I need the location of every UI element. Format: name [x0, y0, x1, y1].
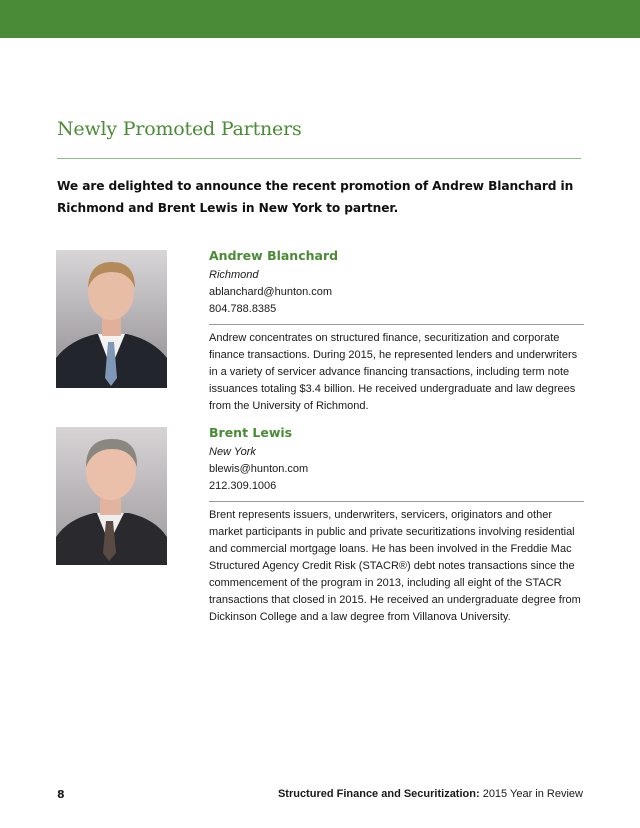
portrait-image — [56, 427, 167, 565]
partner-phone: 212.309.1006 — [209, 480, 277, 492]
title-divider — [57, 158, 581, 159]
partner-email-link[interactable]: ablanchard@hunton.com — [209, 286, 333, 298]
header-band — [0, 0, 640, 38]
page-number: 8 — [57, 788, 65, 801]
partner-name: Andrew Blanchard — [209, 248, 339, 263]
partner-profile-brent-lewis — [209, 424, 584, 626]
publication-title — [278, 788, 583, 800]
section-title: Newly Promoted Partners — [57, 118, 302, 140]
partner-photo-andrew-blanchard — [56, 250, 167, 388]
partner-profile-andrew-blanchard — [209, 247, 584, 415]
partner-name: Brent Lewis — [209, 425, 293, 440]
partner-email-link[interactable]: blewis@hunton.com — [209, 463, 309, 475]
intro-paragraph: We are delighted to announce the recent promotion of Andrew Blanchard in Richmond and Brent Lewis in New York to partner. — [57, 179, 574, 215]
publication-title-bold: Structured Finance and Securitization: — [277, 788, 480, 800]
partner-phone: 804.788.8385 — [209, 303, 277, 315]
partner-bio: Andrew concentrates on structured finance, securitization and corporate finance transactions. During 2015, he represented lenders and underwriters in a variety of servicer advance financing transactions, including term note issuances totaling $3.4 billion. He received undergraduate and law degrees from the University of Richmond. — [209, 332, 578, 412]
partner-city: Richmond — [209, 269, 259, 281]
profile-divider — [209, 324, 584, 325]
portrait-image — [56, 250, 167, 388]
partner-bio: Brent represents issuers, underwriters, servicers, originators and other market participants in public and private securitizations involving residential and commercial mortgage loans. He has been involved in the Freddie Mac Structured Agency Credit Risk (STACR®) debt notes transactions since the commencement of the program in 2013, including all eight of the STACR transactions that closed in 2015. He received an undergraduate degree from Dickinson College and a law degree from Villanova University. — [209, 509, 581, 623]
partner-photo-brent-lewis — [56, 427, 167, 565]
partner-city: New York — [209, 446, 256, 458]
publication-title-rest: 2015 Year in Review — [479, 788, 583, 800]
profile-divider — [209, 501, 584, 502]
